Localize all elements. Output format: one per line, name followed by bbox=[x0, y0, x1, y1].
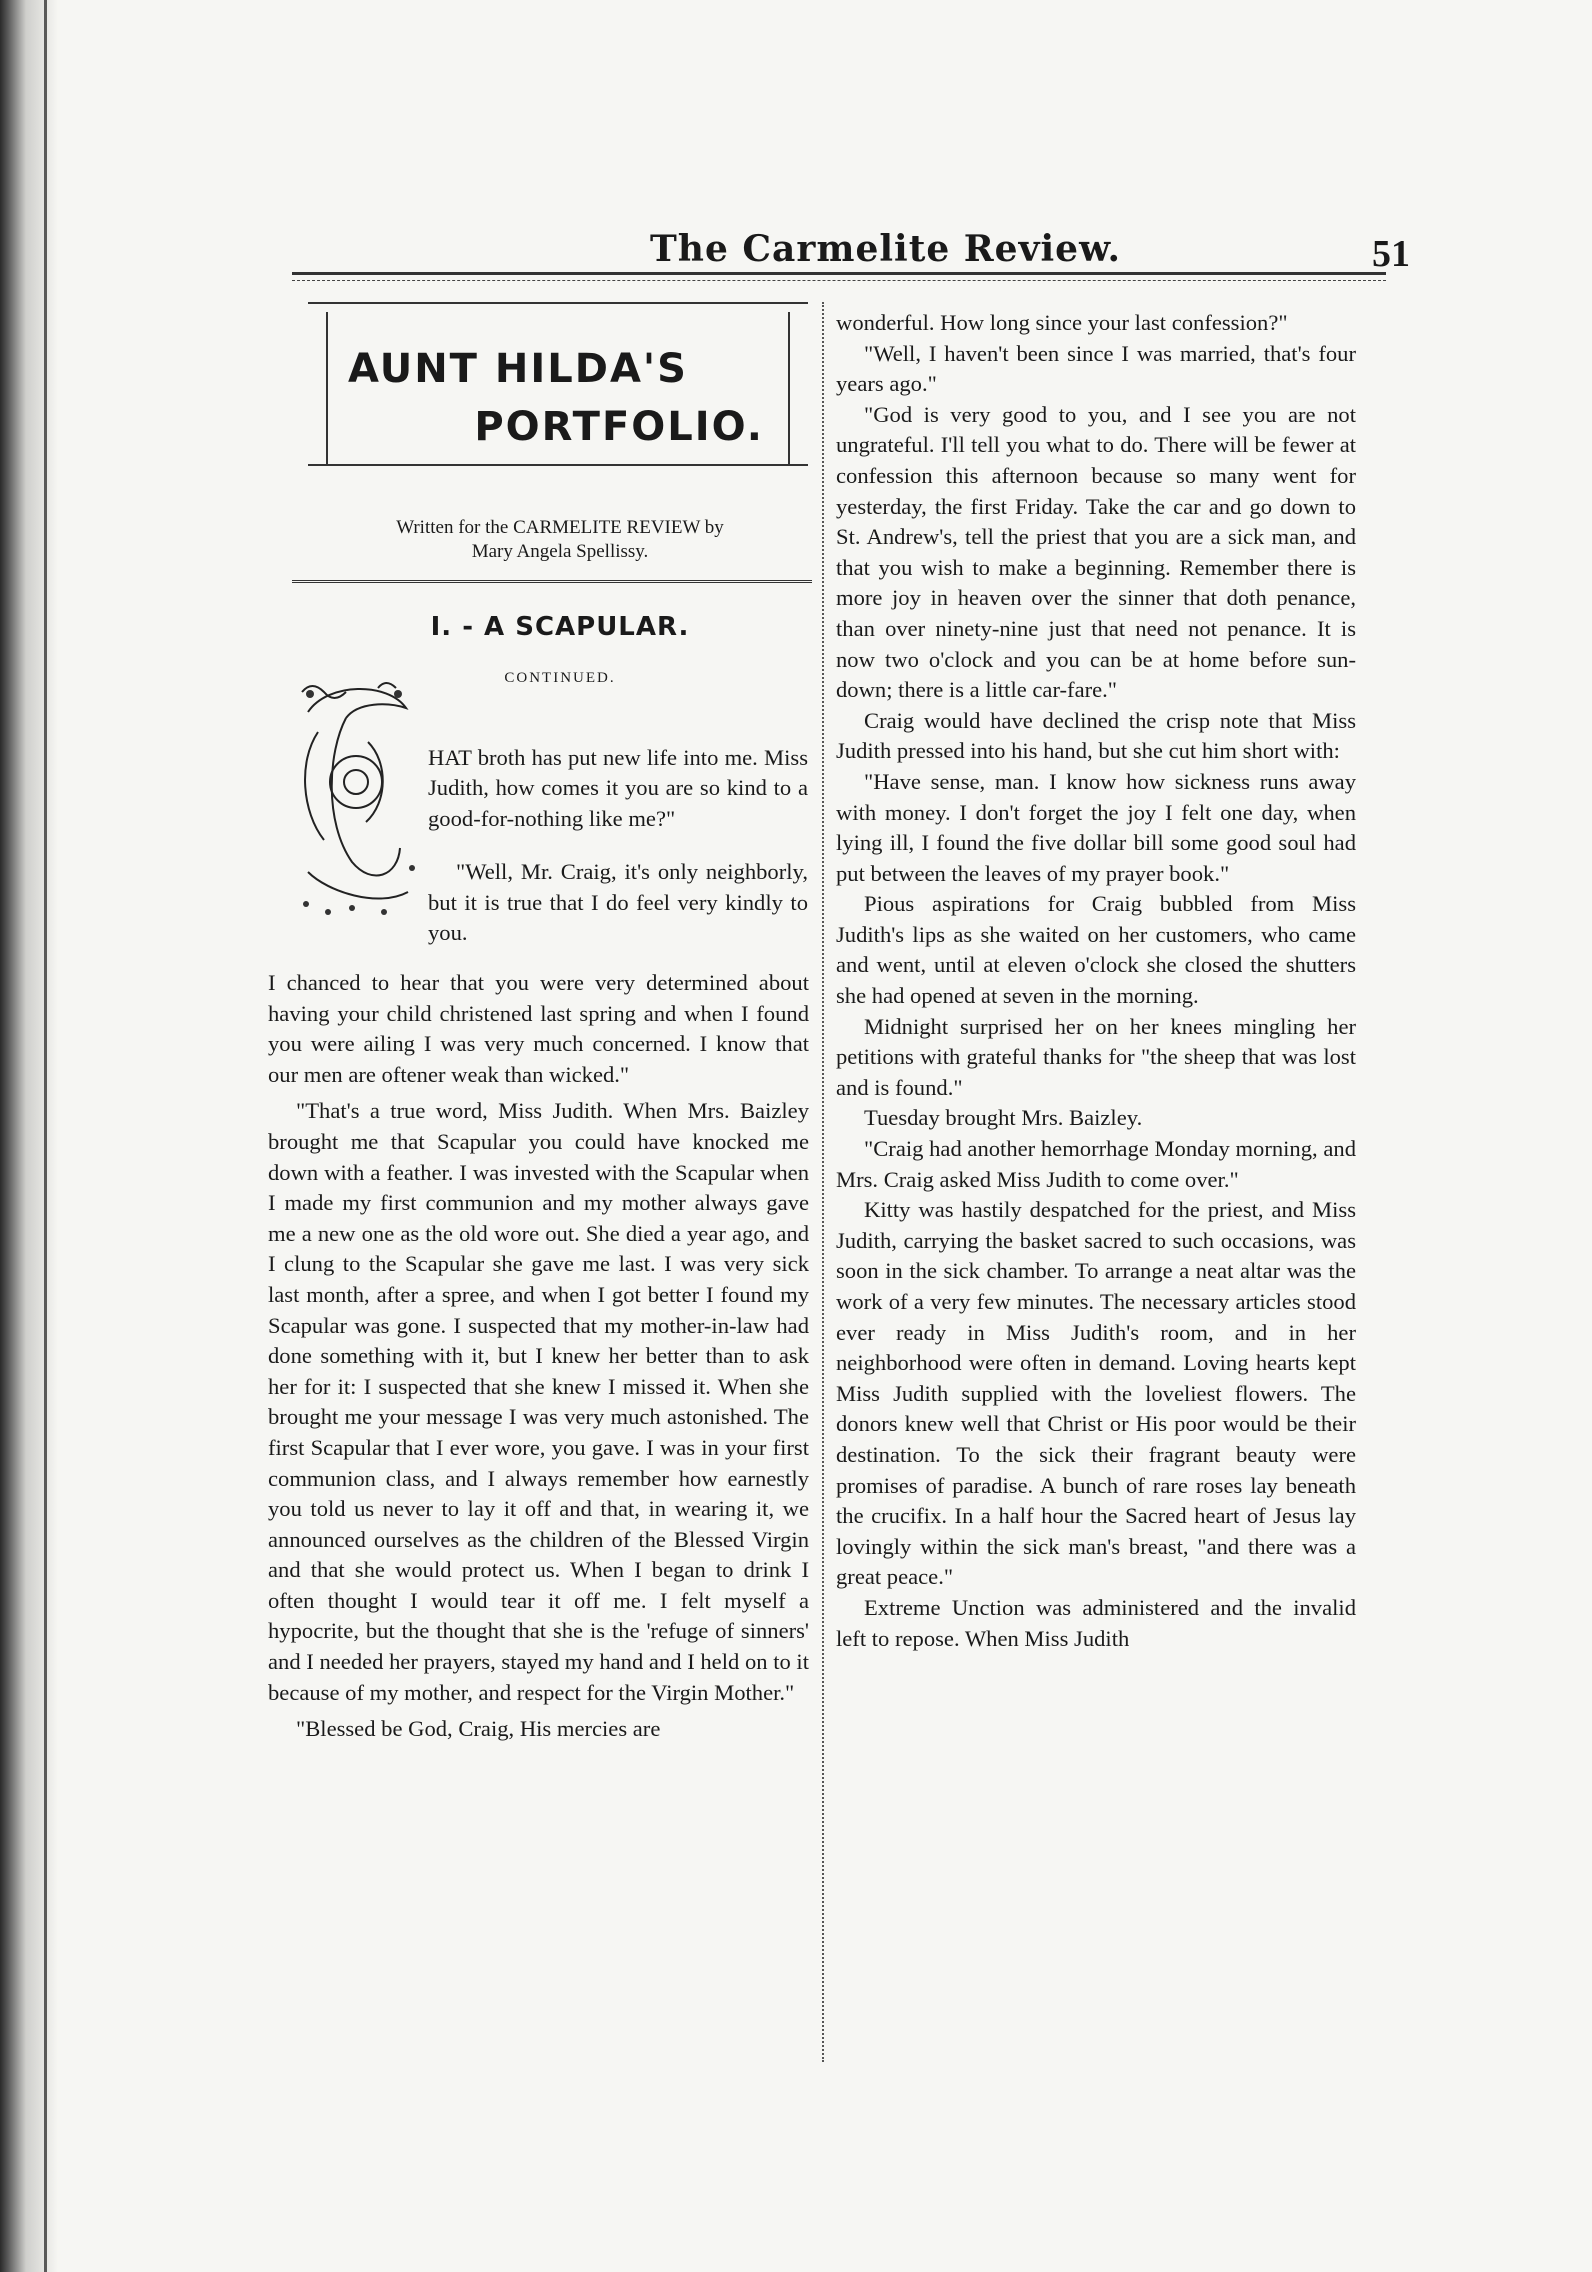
opening-paragraph-text: HAT broth has put new life into me. Miss Judith, how comes it you are so kind to a good-for-nothing like me?" bbox=[428, 744, 808, 831]
left-column bbox=[268, 968, 809, 1745]
byline-author: Mary Angela Spellissy. bbox=[471, 541, 649, 562]
opening-paragraph bbox=[428, 720, 808, 971]
paragraph-text: "God is very good to you, and I see you are not ungrateful. I'll tell you what to do. There will be fewer at confession this afternoon because so many went for yesterday, the first Friday. Take the car and go down to St. Andrew's, tell the priest that you are a sick man, and that you wish to make a beginning. Remember there is more joy in heaven over the sinner that doth penance, than over ninety-nine just that need not penance. It is now two o'clock and you can be at home before sun-down; there is a little car-fare." bbox=[836, 401, 1356, 703]
right-column bbox=[836, 308, 1356, 1654]
header-rule-dotted bbox=[292, 280, 1386, 281]
title-box-top-rule bbox=[308, 302, 808, 304]
binding-edge bbox=[44, 0, 47, 2272]
article-title-line2: PORTFOLIO. bbox=[474, 404, 764, 450]
ornamental-dropcap bbox=[288, 672, 424, 922]
byline-rule bbox=[292, 580, 812, 583]
dropcap-ornament-icon bbox=[288, 672, 424, 922]
paragraph-text: "Craig had another hemorrhage Monday morning, and Mrs. Craig asked Miss Judith to come over." bbox=[836, 1136, 1356, 1192]
paragraph-text: "Blessed be God, Craig, His mercies are bbox=[296, 1716, 661, 1742]
byline bbox=[300, 516, 820, 564]
paragraph-text: Craig would have declined the crisp note that Miss Judith pressed into his hand, but she cut him short with: bbox=[836, 707, 1356, 764]
running-head bbox=[290, 228, 1410, 288]
paragraph-text: "Have sense, man. I know how sickness runs away with money. I don't forget the joy I felt one day, when lying ill, I found the five dollar bill some good soul had put between the leaves of my prayer book." bbox=[836, 768, 1356, 886]
title-box-bottom-rule bbox=[308, 464, 808, 466]
paragraph-text: Midnight surprised her on her knees mingling her petitions with grateful thanks for "the sheep that was lost and is found." bbox=[836, 1013, 1356, 1100]
paragraph-text: Pious aspirations for Craig bubbled from Miss Judith's lips as she waited on her customers, who came and went, until at eleven o'clock she closed the shutters she had opened at seven in the morning. bbox=[836, 891, 1356, 1009]
paragraph-text: Kitty was hastily despatched for the priest, and Miss Judith, carrying the basket sacred to such occasions, was soon in the sick chamber. To arrange a neat altar was the work of a very few minutes. The necessary articles stood ever ready in Miss Judith's room, and in her neighborhood were often in demand. Loving hearts kept Miss Judith supplied with the loveliest flowers. The donors knew well that Christ or His poor would be their destination. To the sick their fragrant beauty were promises of paradise. A bunch of rare roses lay beneath the crucifix. In a half hour the Sacred heart of Jesus lay lovingly within the sick man's breast, "and there was a great peace." bbox=[836, 1197, 1356, 1590]
page-binding-shadow bbox=[0, 0, 58, 2272]
byline-line1: Written for the CARMELITE REVIEW by bbox=[396, 517, 724, 538]
column-divider bbox=[822, 302, 824, 2062]
page-number: 51 bbox=[1372, 233, 1410, 275]
paragraph-text: "Well, I haven't been since I was married, that's four years ago." bbox=[836, 340, 1356, 397]
paragraph-text: I chanced to hear that you were very determined about having your child christened last spring and when I found you were ailing I was very much concerned. I know that our men are oftener weak than wicked." bbox=[268, 970, 809, 1087]
paragraph-text: wonderful. How long since your last confession?" bbox=[836, 310, 1288, 335]
section-heading: I. - A SCAPULAR. bbox=[430, 612, 690, 642]
journal-title: The Carmelite Review. bbox=[650, 228, 1121, 270]
paragraph-text: Extreme Unction was administered and the invalid left to repose. When Miss Judith bbox=[836, 1594, 1356, 1651]
paragraph-text: "Well, Mr. Craig, it's only neighborly, but it is true that I do feel very kindly to you. bbox=[428, 858, 808, 946]
paragraph-text: "That's a true word, Miss Judith. When Mrs. Baizley brought me that Scapular you could have knocked me down with a feather. I was invested with the Scapular when I made my first communion and my mother always gave me a new one as the old wore out. She died a year ago, and I clung to the Scapular she gave me last. I was very sick last month, after a spree, and when I got better I found my Scapular was gone. I suspected that my mother-in-law had done something with it, but I knew her better than to ask her for it: I suspected that she knew I missed it. When she brought me your message I was very much astonished. The first Scapular that I ever wore, you gave. I was in your first communion class, and I always remember how earnestly you told us never to lay it off and that, in wearing it, we announced ourselves as the children of the Blessed Virgin and that she would protect us. When I began to drink I often thought I would tear it off me. I felt myself a hypocrite, but the thought that she is the 'refuge of sinners' and I needed her prayers, stayed my hand and I held on to it because of my mother, and respect for the Virgin Mother." bbox=[268, 1098, 809, 1705]
paragraph-text: Tuesday brought Mrs. Baizley. bbox=[864, 1105, 1143, 1131]
header-rule bbox=[292, 272, 1386, 275]
article-title-box bbox=[326, 312, 790, 464]
continued-label: CONTINUED. bbox=[504, 670, 616, 686]
article-title-line1: AUNT HILDA'S bbox=[348, 346, 688, 392]
